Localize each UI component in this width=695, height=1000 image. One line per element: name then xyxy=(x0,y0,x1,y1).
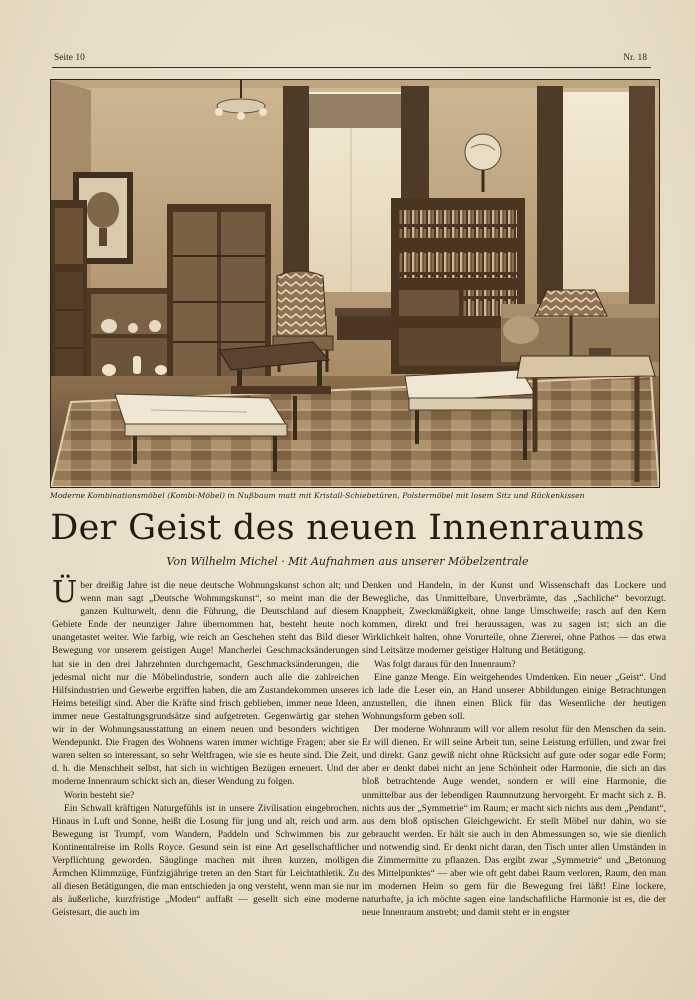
issue-number: Nr. 18 xyxy=(623,53,647,63)
body-paragraph: Was folgt daraus für den Innenraum? xyxy=(374,658,516,670)
body-paragraph: Denken und Handeln, in der Kunst und Wissenschaft das Lockere und Bewegliche, das Unmittelbare, Unverbrämte, das „Sachliche“ bevorzugt. Knappheit, Zweckmäßigkeit, ohne lange Umschweife; rasch auf den Kern kommen, direkt und frei heraussagen, was zu sagen ist; sich an die Wirklichkeit halten, ohne Vorurteile, ohne Ziererei, ohne Pathos — das etwa sind Leitsätze moderner geistiger Haltung und Betätigung. xyxy=(362,580,666,657)
article-byline: Von Wilhelm Michel · Mit Aufnahmen aus unserer Möbelzentrale xyxy=(166,555,529,568)
interior-photograph xyxy=(50,79,660,488)
body-paragraph: Eine ganze Menge. Ein weitgehendes Umdenken. Ein neuer „Geist“. Und ich lade die Leser ein, an Hand unserer Abbildungen einige Betrachtungen anzustellen, die ihnen einen Blick für das Wesentliche der heutigen Wohnungsform geben soll. xyxy=(362,671,666,722)
left-text-column xyxy=(52,575,359,919)
article-title: Der Geist des neuen Innenraums xyxy=(50,508,645,548)
running-header xyxy=(52,53,651,68)
body-paragraph: Worin besteht sie? xyxy=(64,789,135,801)
body-paragraph: Über dreißig Jahre ist die neue deutsche Wohnungskunst schon alt; und wenn man sagt „Deutsche Wohnungskunst“, so meint man die der ganzen Kulturwelt, denn die Führung, die Deutschland auf diesem Gebiete Ende der neunziger Jahre übernommen hat, besteht heute noch unangetastet weiter. Wie farbig, wie reich an Geschehen steht das Bild dieser Bewegung vor unserem geistigen Auge! Mancherlei Geschmacksänderungen hat sie in den drei Jahrzehnten durchgemacht, Geschmacksänderungen, die jedesmal nicht nur die Möbelindustrie, sondern auch alle die zahlreichen Hilfsindustrien und Gewerbe ergriffen haben, die am Zustandekommen unseres Heims beteiligt sind. Aber die Kräfte sind frisch geblieben, immer neue Ideen, immer neue Gestaltungsgrundsätze sind aufgetreten. Gegenwärtig gar stehen wir in der Wohnungsausstattung an einem neuen und besonders wichtigen Wendepunkt. Die Fragen des Wohnens waren immer wichtige Fragen; aber sie waren selten so interessant, so sehr Weltfragen, wie sie es heute sind. Die Zeit, d. h. die Menschheit selbst, hat sich in wichtigen Bezügen erneuert. Und der moderne Innenraum schickt sich an, dieser Wendung zu folgen. xyxy=(52,575,359,788)
right-text-column xyxy=(362,579,666,919)
photo-caption: Moderne Kombinationsmöbel (Kombi-Möbel) in Nußbaum matt mit Kristall-Schiebetüren, Polstermöbel mit losem Sitz und Rückenkissen xyxy=(50,491,585,500)
body-paragraph: Ein Schwall kräftigen Naturgefühls ist in unsere Zivilisation eingebrochen. Hinaus in Luft und Sonne, heißt die Losung für jung und alt, reich und arm. Bewegung ist Trumpf, vom Wandern, Paddeln und Schwimmen bis zur Kontinentalreise im Rolls Royce. Gesund sein ist eine Art gesellschaftlicher Verpflichtung geworden. Säuglinge machen mit ihren kurzen, molligen Ärmchen Klimmzüge, Fünfzigjährige treten an den Start für Leichtathletik. Zu all diesen Betätigungen, die man entschieden ja ong versteht, wenn man sie nur als äußerliche, kurzfristige „Moden“ auffaßt — gesellt sich eine moderne Geistesart, die auch im xyxy=(52,802,359,919)
body-paragraph: Der moderne Wohnraum will vor allem resolut für den Menschen da sein. Er will dienen. Er will seine Arbeit tun, seine Leistung erfüllen, und zwar frei und direkt. Ganz gewiß nicht ohne Rücksicht auf gute oder sogar edle Form; aber er denkt dabei nicht an jene Schönheit oder Harmonie, die sich an das bloß betrachtende Auge wendet, sondern er will eine Harmonie, die unmittelbar aus der lebendigen Raumnutzung hervorgeht. Er macht sich z. B. nichts aus der „Symmetrie“ im Raum; er macht sich nichts aus dem „Pendant“, aus dem bloß optischen Gleichgewicht. Er stellt Möbel nur dahin, wo sie gebraucht werden. Er hält sie auch in den Abmessungen so, wie sie dienlich und notwendig sind. Er denkt nicht daran, den Tisch unter allen Umständen in die Zimmermitte zu pflanzen. Das ergibt zwar „Symmetrie“ und „Betonung des Mittelpunktes“ — aber wie oft geht dabei Raum verloren, Raum, den man im modernen Heim so gern für die Bewegung frei läßt! Eine lockere, naturhafte, ja ich möchte sagen eine landschaftliche Harmonie ist es, die der neue Innenraum anstrebt; und damit steht er in engster xyxy=(362,724,666,919)
page-number: Seite 10 xyxy=(54,53,85,63)
